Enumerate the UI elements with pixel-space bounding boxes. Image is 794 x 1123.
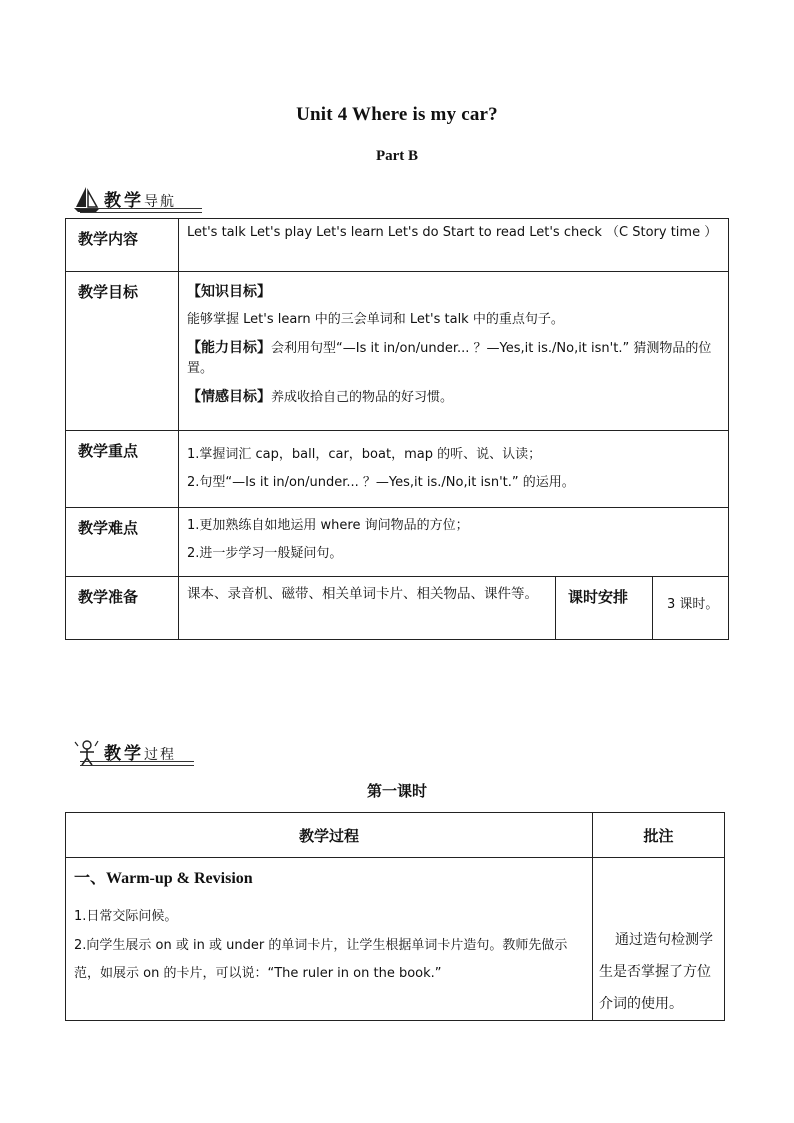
row-preparation	[66, 577, 729, 640]
difficulty-item-1: 1.更加熟练自如地运用 where 询问物品的方位；	[187, 518, 469, 533]
col-notes-header: 批注	[593, 813, 725, 858]
process-cell	[66, 858, 593, 1021]
banner-process-bold: 教学	[104, 744, 144, 764]
schedule-label: 课时安排	[556, 577, 653, 640]
note-text: 通过造句检测学生是否掌握了方位介词的使用。	[599, 932, 713, 1012]
banner-process-light: 过程	[144, 747, 176, 763]
goal-ability-title: 【能力目标】	[187, 340, 271, 356]
goal-emotion-title: 【情感目标】	[187, 389, 271, 405]
banner-process-underline	[80, 761, 194, 766]
lesson-plan-table	[65, 218, 729, 640]
page-title: Unit 4 Where is my car?	[296, 104, 498, 125]
banner-nav-underline	[80, 208, 202, 213]
row-key-points	[66, 431, 729, 508]
difficulty-item-2: 2.进一步学习一般疑问句。	[187, 546, 343, 561]
prep-label: 教学准备	[66, 577, 179, 640]
goal-knowledge-text: 能够掌握 Let's learn 中的三会单词和 Let's talk 中的重点句子。	[187, 312, 564, 327]
goal-emotion-text: 养成收拾自己的物品的好习惯。	[271, 390, 454, 405]
banner-nav-light: 导航	[144, 194, 176, 210]
step-2: 2.向学生展示 on 或 in 或 under 的单词卡片，让学生根据单词卡片造句。教师先做示范，如展示 on 的卡片，可以说：“The ruler in on the book.”	[74, 938, 568, 981]
row-goals	[66, 272, 729, 431]
row-difficulties	[66, 508, 729, 577]
notes-cell	[593, 858, 725, 1021]
difficulty-label: 教学难点	[66, 508, 179, 577]
session-title: 第一课时	[366, 782, 427, 800]
key-item-2: 2.句型“—Is it in/on/under... ？—Yes,it is./No,it isn't.” 的运用。	[187, 475, 575, 490]
step-1: 1.日常交际问候。	[74, 909, 178, 924]
schedule-value: 3 课时。	[653, 577, 729, 640]
row-content	[66, 219, 729, 272]
section-title: 一、Warm-up & Revision	[74, 870, 253, 887]
page-subtitle: Part B	[375, 148, 419, 164]
goal-knowledge-title: 【知识目标】	[187, 284, 271, 300]
process-row	[66, 858, 725, 1021]
process-header-row	[66, 813, 725, 858]
key-label: 教学重点	[66, 431, 179, 508]
difficulty-body	[179, 508, 729, 577]
goals-body	[179, 272, 729, 431]
key-item-1: 1.掌握词汇 cap，ball，car，boat，map 的听、说、认读；	[187, 447, 542, 462]
content-label: 教学内容	[66, 219, 179, 272]
content-text: Let's talk Let's play Let's learn Let's do Start to read Let's check （C Story time ）	[179, 219, 729, 272]
banner-teaching-nav	[72, 183, 202, 213]
banner-nav-bold: 教学	[104, 191, 144, 211]
goal-ability-text: 会利用句型“—Is it in/on/under... ？—Yes,it is./No,it isn't.” 猜测物品的位置。	[187, 341, 712, 376]
goals-label: 教学目标	[66, 272, 179, 431]
prep-text: 课本、录音机、磁带、相关单词卡片、相关物品、课件等。	[179, 577, 556, 640]
key-body	[179, 431, 729, 508]
col-process-header: 教学过程	[66, 813, 593, 858]
banner-teaching-process	[72, 736, 194, 766]
lesson-process-table	[65, 812, 725, 1021]
